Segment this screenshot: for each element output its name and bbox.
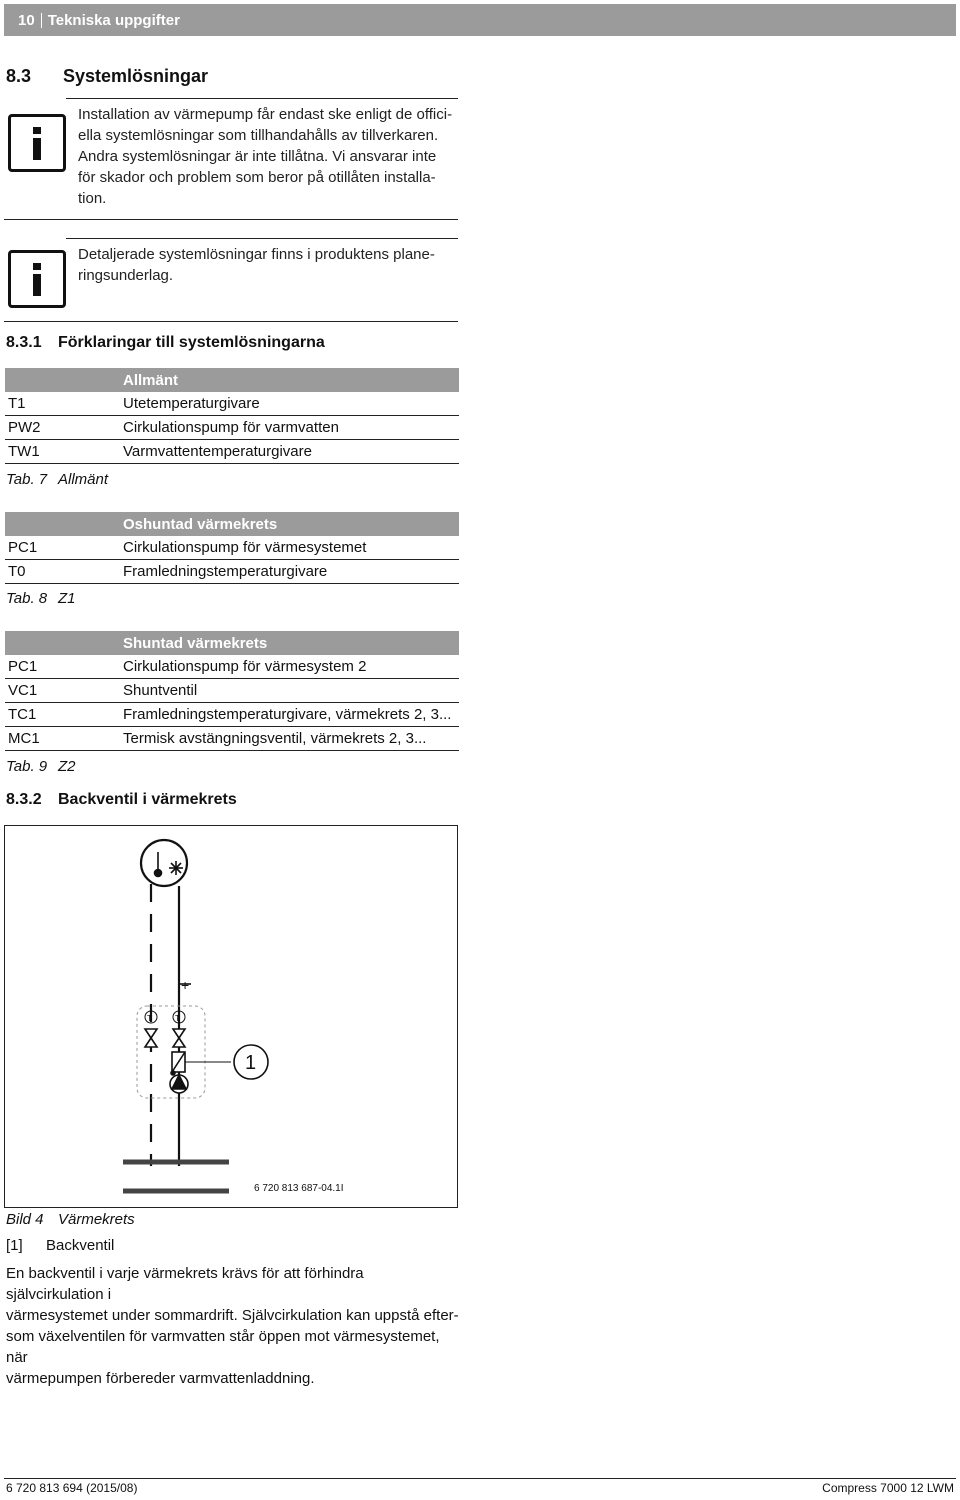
section-heading [6,66,208,87]
subsection-heading: 8.3.1 Förklaringar till systemlösningarna [6,334,325,351]
info-note [6,244,458,314]
pump-icon [170,1075,188,1093]
table-caption: Tab. 9 Z2 [6,758,76,775]
divider [4,219,458,220]
table-header: Allmänt [123,368,459,392]
body-paragraph: En backventil i varje värmekrets krävs för att förhindra självcirkulation i värmesystemet under sommardrift. Självcirkulation kan uppstå efter- som växelventilen för varmvatten står öppen mot värmesystemet, när värmepumpen förbereder varmvattenladdning. [6,1265,459,1387]
info-note-text: Detaljerade systemlösningar finns i produktens plane- ringsunderlag. [78,246,435,284]
legend-table-allmant [5,368,459,464]
table-caption: Tab. 7 Allmänt [6,471,109,488]
subsection-heading: 8.3.2 Backventil i värmekrets [6,791,237,808]
table-row: T1 Utetemperaturgivare [5,392,459,416]
thermometer-snowflake-icon [141,840,187,886]
legend-table-z1 [5,512,459,584]
table-row: TW1 Varmvattentemperaturgivare [5,440,459,464]
sensor-label: T [147,1014,152,1023]
callout-number: 1 [245,1052,257,1074]
product-name: Compress 7000 12 LWM [822,1481,954,1495]
document-number: 6 720 813 694 (2015/08) [6,1481,138,1495]
table-row: T0 Framledningstemperaturgivare [5,560,459,584]
page-number: 10 [4,13,42,28]
table-row: PW2 Cirkulationspump för varmvatten [5,416,459,440]
info-note-text: Installation av värmepump får endast ske enligt de offici- ella systemlösningar som tillhandahålls av tillverkaren. Andra systemlösningar är inte tillåtna. Vi ansvarar inte för skador och problem som beror på otillåten installa- tion. [78,106,453,207]
table-row: VC1 Shuntventil [5,679,459,703]
info-note [6,104,458,220]
plus-mark: + [181,977,190,993]
table-row: PC1 Cirkulationspump för värmesystem 2 [5,655,459,679]
divider [4,321,458,322]
legend-table-z2 [5,631,459,751]
table-header: Shuntad värmekrets [123,631,459,655]
table-row: TC1 Framledningstemperaturgivare, värmekrets 2, 3... [5,703,459,727]
figure-code: 6 720 813 687-04.1I [254,1183,344,1194]
divider [66,238,458,239]
shutoff-valve-icon [145,1029,185,1047]
header-title: Tekniska uppgifter [47,11,180,29]
section-title: Systemlösningar [63,66,209,86]
table-row: PC1 Cirkulationspump för värmesystemet [5,536,459,560]
figure-caption: Bild 4 Värmekrets [6,1211,135,1228]
table-header: Oshuntad värmekrets [123,512,459,536]
table-caption: Tab. 8 Z1 [6,590,76,607]
divider [66,98,458,99]
section-number: 8.3 [6,66,32,86]
page-header [4,4,956,36]
sensor-label: T [175,1014,180,1023]
info-icon [8,250,66,308]
info-icon [8,114,66,172]
footer-divider [4,1478,956,1479]
check-valve-icon [172,1052,185,1072]
figure-key: [1] Backventil [6,1237,115,1254]
heating-circuit-diagram [4,825,458,1208]
table-row: MC1 Termisk avstängningsventil, värmekrets 2, 3... [5,727,459,751]
